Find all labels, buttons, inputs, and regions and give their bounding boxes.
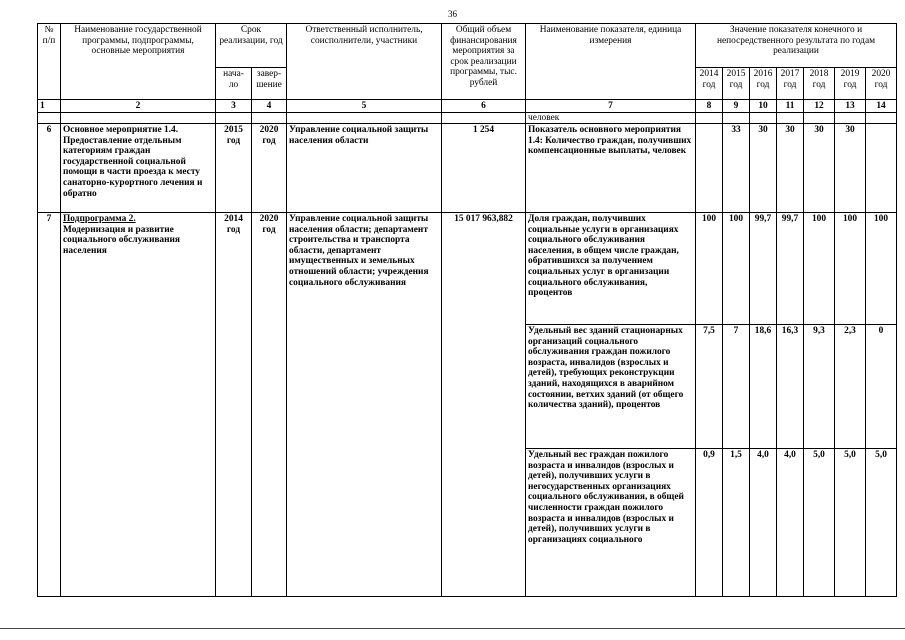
page-bottom-line [0, 628, 905, 629]
header-funding: Общий объем финансирования мероприятия за срок реализации программы, тыс. рублей [442, 24, 526, 100]
header-executor: Ответственный исполнитель, соисполнители, участники [287, 24, 442, 100]
table-row [38, 213, 897, 325]
row-value [696, 124, 723, 213]
column-number: 6 [442, 100, 526, 113]
column-number: 14 [866, 100, 897, 113]
column-number: 8 [696, 100, 723, 113]
row-end: 2020 год [252, 124, 287, 213]
row-indicator: Удельный вес зданий стационарных организаций социального обслуживания граждан пожилого возраста, инвалидов (взрослых и детей), требующих реконструкции зданий, находящихся в аварийном состоянии, ветхих зданий (от общего количества зданий), процентов [526, 325, 696, 449]
column-number: 7 [526, 100, 696, 113]
header-values: Значение показателя конечного и непосредственного результата по годам реализации [696, 24, 897, 68]
row-value: 7 [723, 325, 750, 449]
row-end: 2020 год [252, 213, 287, 597]
row-number: 7 [38, 213, 61, 597]
row-value: 100 [723, 213, 750, 325]
row-indicator: Доля граждан, получивших социальные услуги в организациях социального обслуживания населения, в общем числе граждан, обратившихся за получением социальных услуг в организации социального обслуживания, процентов [526, 213, 696, 325]
row-value: 5,0 [866, 449, 897, 597]
row-value: 9,3 [804, 325, 835, 449]
header-year: 2014 год [696, 68, 723, 100]
column-number: 2 [61, 100, 216, 113]
row-executor: Управление социальной защиты населения области; департамент строительства и транспорта области, департамент имущественных и земельных отношений области; учреждения социального обслуживания [287, 213, 442, 597]
header-indicator: Наименование показателя, единица измерения [526, 24, 696, 100]
row-start: 2015 год [216, 124, 252, 213]
row-number: 6 [38, 124, 61, 213]
row-value: 5,0 [804, 449, 835, 597]
row-indicator: Удельный вес граждан пожилого возраста и инвалидов (взрослых и детей), получивших услуги в негосударственных организациях социального обслуживания, в общей численности граждан пожилого возраста и инвалидов (взрослых и детей), получивших услуги в организациях социального [526, 449, 696, 597]
row-value: 99,7 [750, 213, 777, 325]
header-year: 2016 год [750, 68, 777, 100]
row-value: 0,9 [696, 449, 723, 597]
column-number: 12 [804, 100, 835, 113]
row-value: 100 [866, 213, 897, 325]
row-value: 30 [804, 124, 835, 213]
page-number: 36 [448, 9, 457, 19]
row-value: 18,6 [750, 325, 777, 449]
row-value: 30 [750, 124, 777, 213]
column-number: 9 [723, 100, 750, 113]
row-value: 5,0 [835, 449, 866, 597]
row-value: 30 [835, 124, 866, 213]
row-value: 7,5 [696, 325, 723, 449]
row-value: 16,3 [777, 325, 804, 449]
column-number: 4 [252, 100, 287, 113]
row-value: 0 [866, 325, 897, 449]
row-funding: 1 254 [442, 124, 526, 213]
header-name: Наименование государственной программы, подпрограммы, основные мероприятия [61, 24, 216, 100]
header-start: нача- ло [216, 68, 252, 100]
program-table [37, 23, 897, 597]
column-number: 1 [38, 100, 61, 113]
row-value: 30 [777, 124, 804, 213]
row-value: 4,0 [750, 449, 777, 597]
subprogram-title: Подпрограмма 2. [63, 214, 136, 224]
header-year: 2019 год [835, 68, 866, 100]
header-number: № п/п [38, 24, 61, 100]
row-value: 100 [696, 213, 723, 325]
column-number: 10 [750, 100, 777, 113]
header-period: Срок реализации, год [216, 24, 287, 68]
header-year: 2018 год [804, 68, 835, 100]
header-year: 2015 год [723, 68, 750, 100]
row-value: 33 [723, 124, 750, 213]
row-funding: 15 017 963,882 [442, 213, 526, 597]
subprogram-name: Модернизация и развитие социального обслуживания населения [63, 224, 180, 256]
header-end: завер- шение [252, 68, 287, 100]
row-executor: Управление социальной защиты населения области [287, 124, 442, 213]
column-number: 11 [777, 100, 804, 113]
header-year: 2017 год [777, 68, 804, 100]
table-row [38, 124, 897, 213]
row-value: 100 [804, 213, 835, 325]
row-indicator: Показатель основного мероприятия 1.4: Количество граждан, получивших компенсационные выплаты, человек [526, 124, 696, 213]
column-number: 3 [216, 100, 252, 113]
row-value: 99,7 [777, 213, 804, 325]
row-name: Основное мероприятие 1.4. Предоставление отдельным категориям граждан государственной социальной помощи в части проезда к месту санаторно-курортного лечения и обратно [61, 124, 216, 213]
carryover-text: человек [526, 113, 696, 124]
row-value: 2,3 [835, 325, 866, 449]
carryover-row [38, 113, 897, 124]
header-year: 2020 год [866, 68, 897, 100]
column-number: 13 [835, 100, 866, 113]
column-number: 5 [287, 100, 442, 113]
row-value [866, 124, 897, 213]
row-value: 4,0 [777, 449, 804, 597]
row-value: 100 [835, 213, 866, 325]
row-name-cell [61, 213, 216, 597]
row-value: 1,5 [723, 449, 750, 597]
row-start: 2014 год [216, 213, 252, 597]
column-number-row [38, 100, 897, 113]
